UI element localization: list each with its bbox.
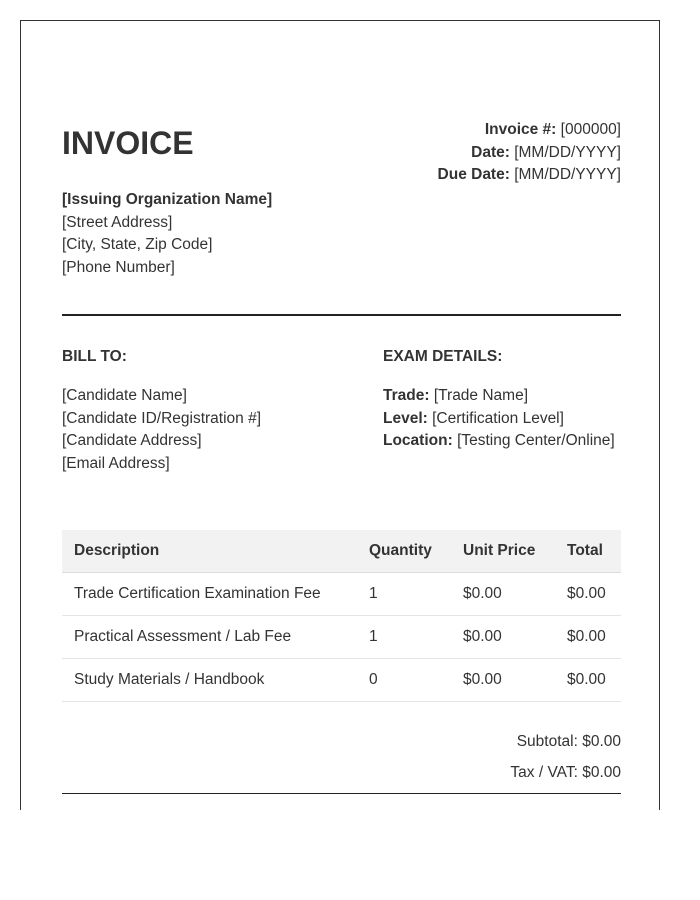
location-value: [Testing Center/Online] <box>457 432 615 449</box>
column-header-total: Total <box>555 530 621 573</box>
trade-label: Trade: <box>383 387 430 404</box>
due-date-label: Due Date: <box>437 166 510 183</box>
issuer-city: [City, State, Zip Code] <box>62 236 213 253</box>
invoice-number-label: Invoice #: <box>484 121 557 138</box>
table-header-row <box>62 530 621 573</box>
due-date-value: [MM/DD/YYYY] <box>514 166 621 183</box>
exam-details-block <box>383 385 615 453</box>
due-date-line <box>438 164 621 187</box>
cell-total: $0.00 <box>555 659 621 702</box>
subtotal-line: Subtotal: $0.00 <box>516 733 621 750</box>
location-line <box>383 430 615 453</box>
invoice-page <box>20 20 660 810</box>
level-value: [Certification Level] <box>432 409 564 427</box>
cell-quantity: 1 <box>357 616 451 659</box>
invoice-meta <box>438 119 621 187</box>
cell-description: Study Materials / Handbook <box>62 659 357 702</box>
candidate-id: [Candidate ID/Registration #] <box>62 409 262 427</box>
table-row <box>62 659 621 702</box>
bill-to-block <box>62 385 261 475</box>
issuer-street: [Street Address] <box>62 213 173 231</box>
trade-value: [Trade Name] <box>433 387 529 404</box>
column-header-unit-price: Unit Price <box>451 530 555 573</box>
invoice-number-value: [000000] <box>560 121 621 138</box>
tax-line: Tax / VAT: $0.00 <box>510 764 621 781</box>
level-label: Level: <box>383 409 428 427</box>
invoice-date-line <box>438 142 621 165</box>
column-header-description: Description <box>62 530 357 573</box>
candidate-address: [Candidate Address] <box>62 432 202 449</box>
location-label: Location: <box>383 432 453 449</box>
invoice-title: INVOICE <box>62 125 194 161</box>
table-row <box>62 616 621 659</box>
table-row <box>62 573 621 616</box>
level-line <box>383 408 615 431</box>
cell-unit-price: $0.00 <box>451 659 555 702</box>
cell-unit-price: $0.00 <box>451 573 555 616</box>
issuer-phone: [Phone Number] <box>62 258 175 276</box>
cell-total: $0.00 <box>555 573 621 616</box>
cell-total: $0.00 <box>555 616 621 659</box>
candidate-name: [Candidate Name] <box>62 387 187 404</box>
cell-unit-price: $0.00 <box>451 616 555 659</box>
header-divider <box>62 314 621 316</box>
candidate-email: [Email Address] <box>62 454 170 472</box>
invoice-number-line <box>438 119 621 142</box>
totals-divider <box>62 793 621 794</box>
cell-quantity: 1 <box>357 573 451 616</box>
issuer-block <box>62 189 272 279</box>
cell-quantity: 0 <box>357 659 451 702</box>
trade-line <box>383 385 615 408</box>
exam-details-heading: EXAM DETAILS: <box>383 348 503 365</box>
issuer-name: [Issuing Organization Name] <box>62 191 273 208</box>
invoice-date-label: Date: <box>471 143 510 161</box>
line-items-table <box>62 530 621 702</box>
cell-description: Practical Assessment / Lab Fee <box>62 616 357 659</box>
bill-to-heading: BILL TO: <box>62 348 127 365</box>
invoice-date-value: [MM/DD/YYYY] <box>514 143 621 161</box>
column-header-quantity: Quantity <box>357 530 451 573</box>
cell-description: Trade Certification Examination Fee <box>62 573 357 616</box>
